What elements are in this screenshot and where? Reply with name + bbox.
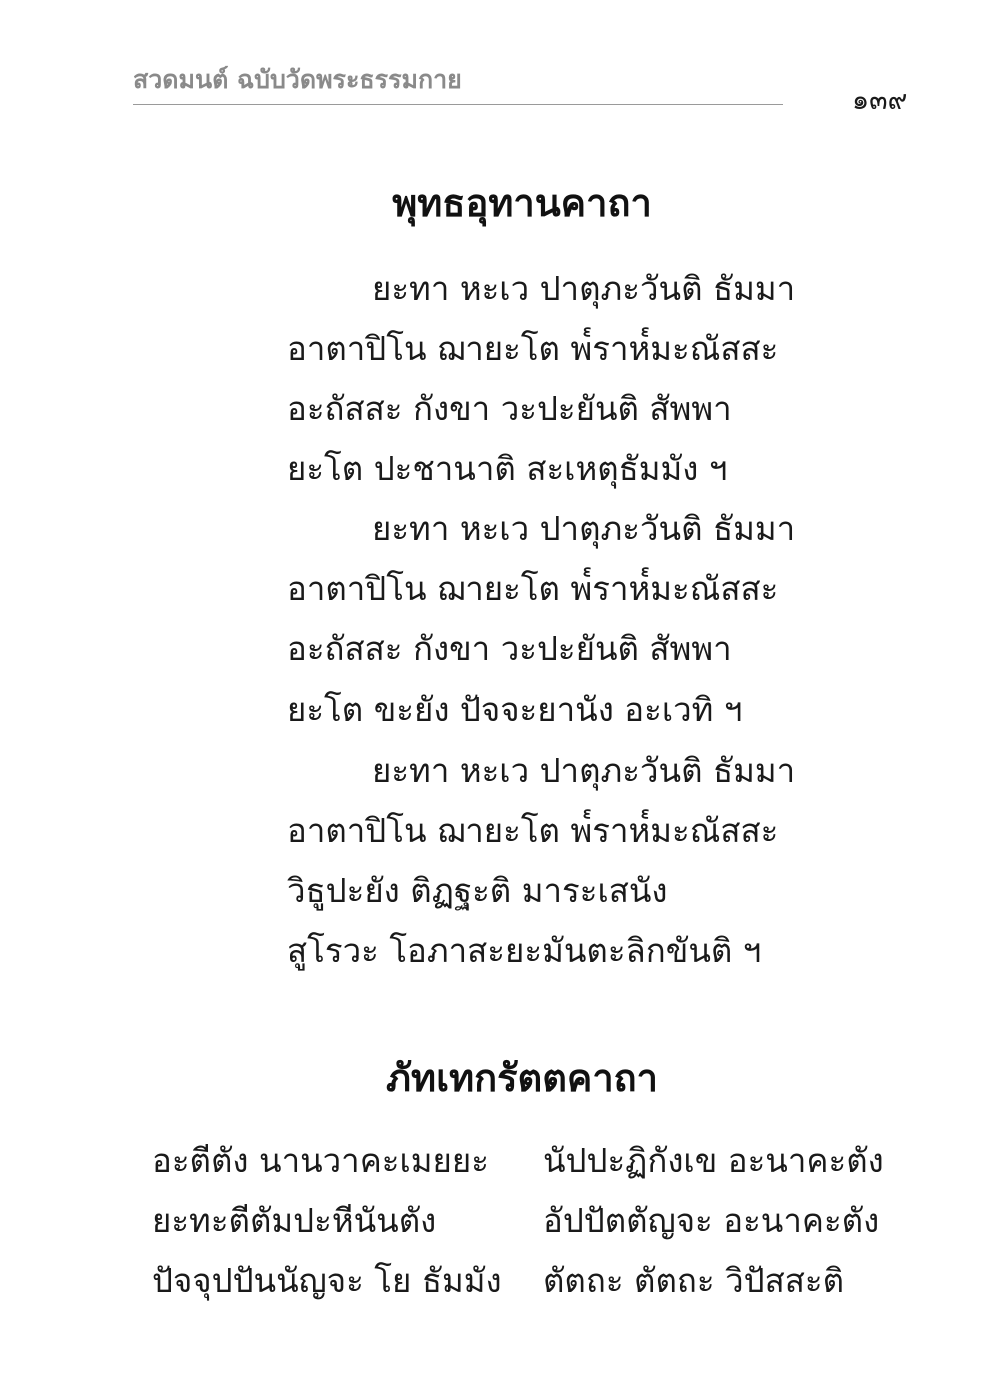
verse-line: อะถัสสะ กังขา วะปะยันติ สัพพา [287, 389, 732, 428]
verse-line: ยะโต ปะชานาติ สะเหตุธัมมัง ฯ [287, 449, 728, 488]
verse-line: ยะทา หะเว ปาตุภะวันติ ธัมมา [372, 509, 796, 548]
verse-row-right: อัปปัตตัญจะ อะนาคะตัง [543, 1201, 880, 1240]
verse-row-right: ตัตถะ ตัตถะ วิปัสสะติ [543, 1261, 845, 1300]
section-title-bhaddekaratta: ภัทเทกรัตตคาถา [385, 1056, 658, 1100]
verse-line: อาตาปิโน ฌายะโต พ๎ราห๎มะณัสสะ [287, 569, 779, 608]
verse-row-left: ปัจจุปปันนัญจะ โย ธัมมัง [152, 1261, 502, 1300]
section-title-buddha-udana: พุทธอุทานคาถา [392, 181, 652, 225]
verse-row-right: นัปปะฏิกังเข อะนาคะตัง [543, 1141, 884, 1180]
verse-line: วิธูปะยัง ติฏฐะติ มาระเสนัง [287, 871, 668, 910]
verse-line: ยะทา หะเว ปาตุภะวันติ ธัมมา [372, 269, 796, 308]
verse-line: ยะโต ขะยัง ปัจจะยานัง อะเวทิ ฯ [287, 690, 743, 729]
verse-row-left: อะตีตัง นานวาคะเมยยะ [152, 1141, 489, 1180]
verse-row-left: ยะทะตีตัมปะหีนันตัง [152, 1201, 437, 1240]
verse-line: อาตาปิโน ฌายะโต พ๎ราห๎มะณัสสะ [287, 329, 779, 368]
verse-line: สูโรวะ โอภาสะยะมันตะลิกขันติ ฯ [287, 931, 762, 970]
running-head: สวดมนต์ ฉบับวัดพระธรรมกาย [133, 65, 462, 94]
verse-line: อะถัสสะ กังขา วะปะยันติ สัพพา [287, 629, 732, 668]
verse-line: ยะทา หะเว ปาตุภะวันติ ธัมมา [372, 751, 796, 790]
header-divider [133, 104, 783, 105]
page-number: ๑๓๙ [852, 85, 908, 116]
verse-line: อาตาปิโน ฌายะโต พ๎ราห๎มะณัสสะ [287, 811, 779, 850]
